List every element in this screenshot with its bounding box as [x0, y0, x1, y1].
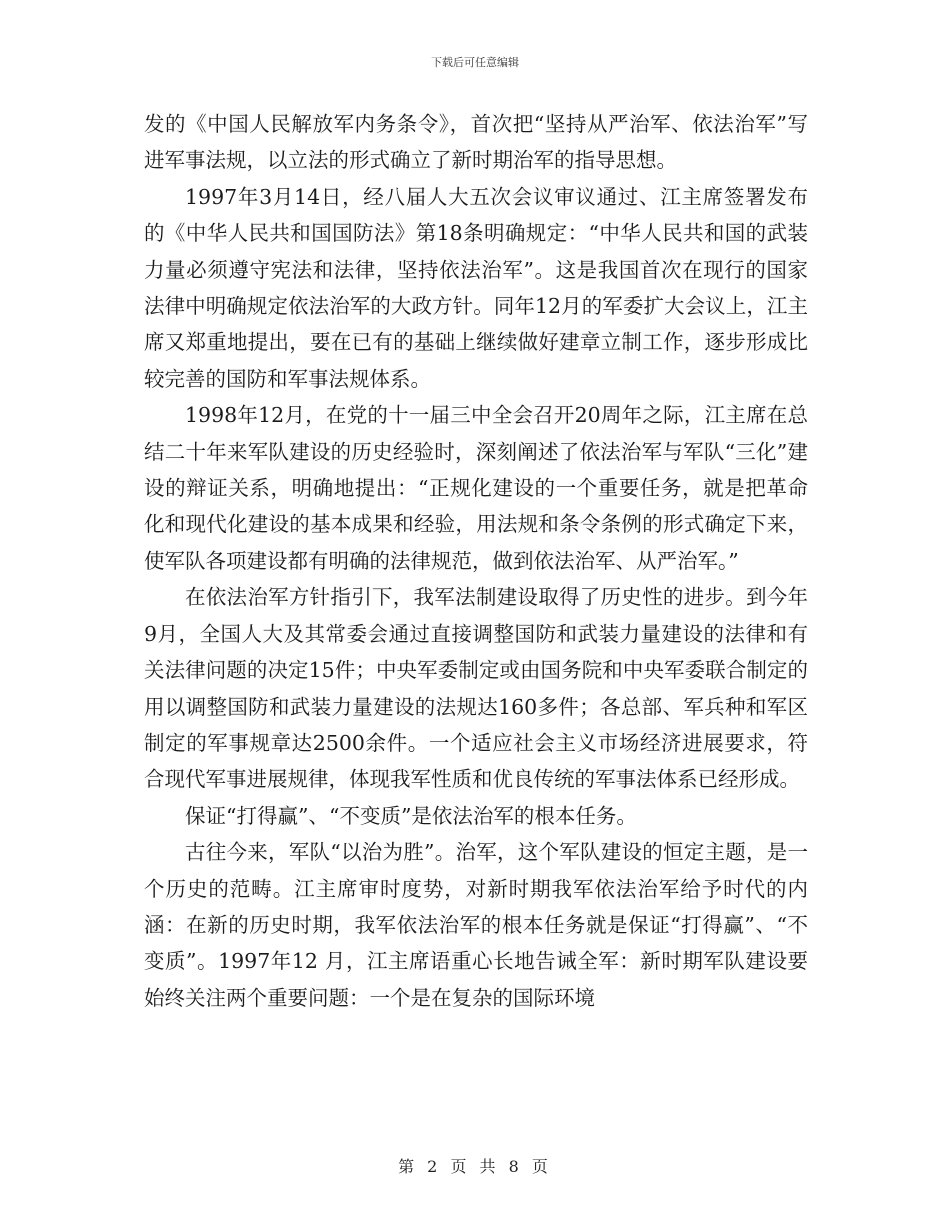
paragraph-3: 1998年12月，在党的十一届三中全会召开20周年之际，江主席在总结二十年来军队建设的历史经验时，深刻阐述了依法治军与军队“三化”建设的辩证关系，明确地提出：“正规化建设的一个重要任务，就是把革命化和现代化建设的基本成果和经验，用法规和条令条例的形式确定下来，使军队各项建设都有明确的法律规范，做到依法治军、从严治军。”: [144, 403, 808, 573]
paragraph-1: 发的《中国人民解放军内务条令》，首次把“坚持从严治军、依法治军”写进军事法规，以立法的形式确立了新时期治军的指导思想。: [144, 112, 808, 173]
page-header: 下载后可任意编辑: [431, 56, 519, 69]
page-footer: 第 2 页 共 8 页: [398, 1157, 552, 1176]
document-body: [144, 106, 808, 1016]
paragraph-6: 古往今来，军队“以治为胜”。治军，这个军队建设的恒定主题，是一个历史的范畴。江主席审时度势，对新时期我军依法治军给予时代的内涵：在新的历史时期，我军依法治军的根本任务就是保证“打得赢”、“不变质”。1997年12 月，江主席语重心长地告诫全军：新时期军队建设要始终关注两个重要问题：一个是在复杂的国际环境: [144, 840, 808, 1010]
paragraph-2: 1997年3月14日，经八届人大五次会议审议通过、江主席签署发布的《中华人民共和国国防法》第18条明确规定：“中华人民共和国的武装力量必须遵守宪法和法律，坚持依法治军”。这是我国首次在现行的国家法律中明确规定依法治军的大政方针。同年12月的军委扩大会议上，江主席又郑重地提出，要在已有的基础上继续做好建章立制工作，逐步形成比较完善的国防和军事法规体系。: [144, 184, 808, 391]
paragraph-4: 在依法治军方针指引下，我军法制建设取得了历史性的进步。到今年9月，全国人大及其常委会通过直接调整国防和武装力量建设的法律和有关法律问题的决定15件；中央军委制定或由国务院和中央军委联合制定的用以调整国防和武装力量建设的法规达160多件；各总部、军兵种和军区制定的军事规章达2500余件。一个适应社会主义市场经济进展要求，符合现代军事进展规律，体现我军性质和优良传统的军事法体系已经形成。: [144, 585, 808, 792]
paragraph-5: 保证“打得赢”、“不变质”是依法治军的根本任务。: [185, 803, 637, 828]
